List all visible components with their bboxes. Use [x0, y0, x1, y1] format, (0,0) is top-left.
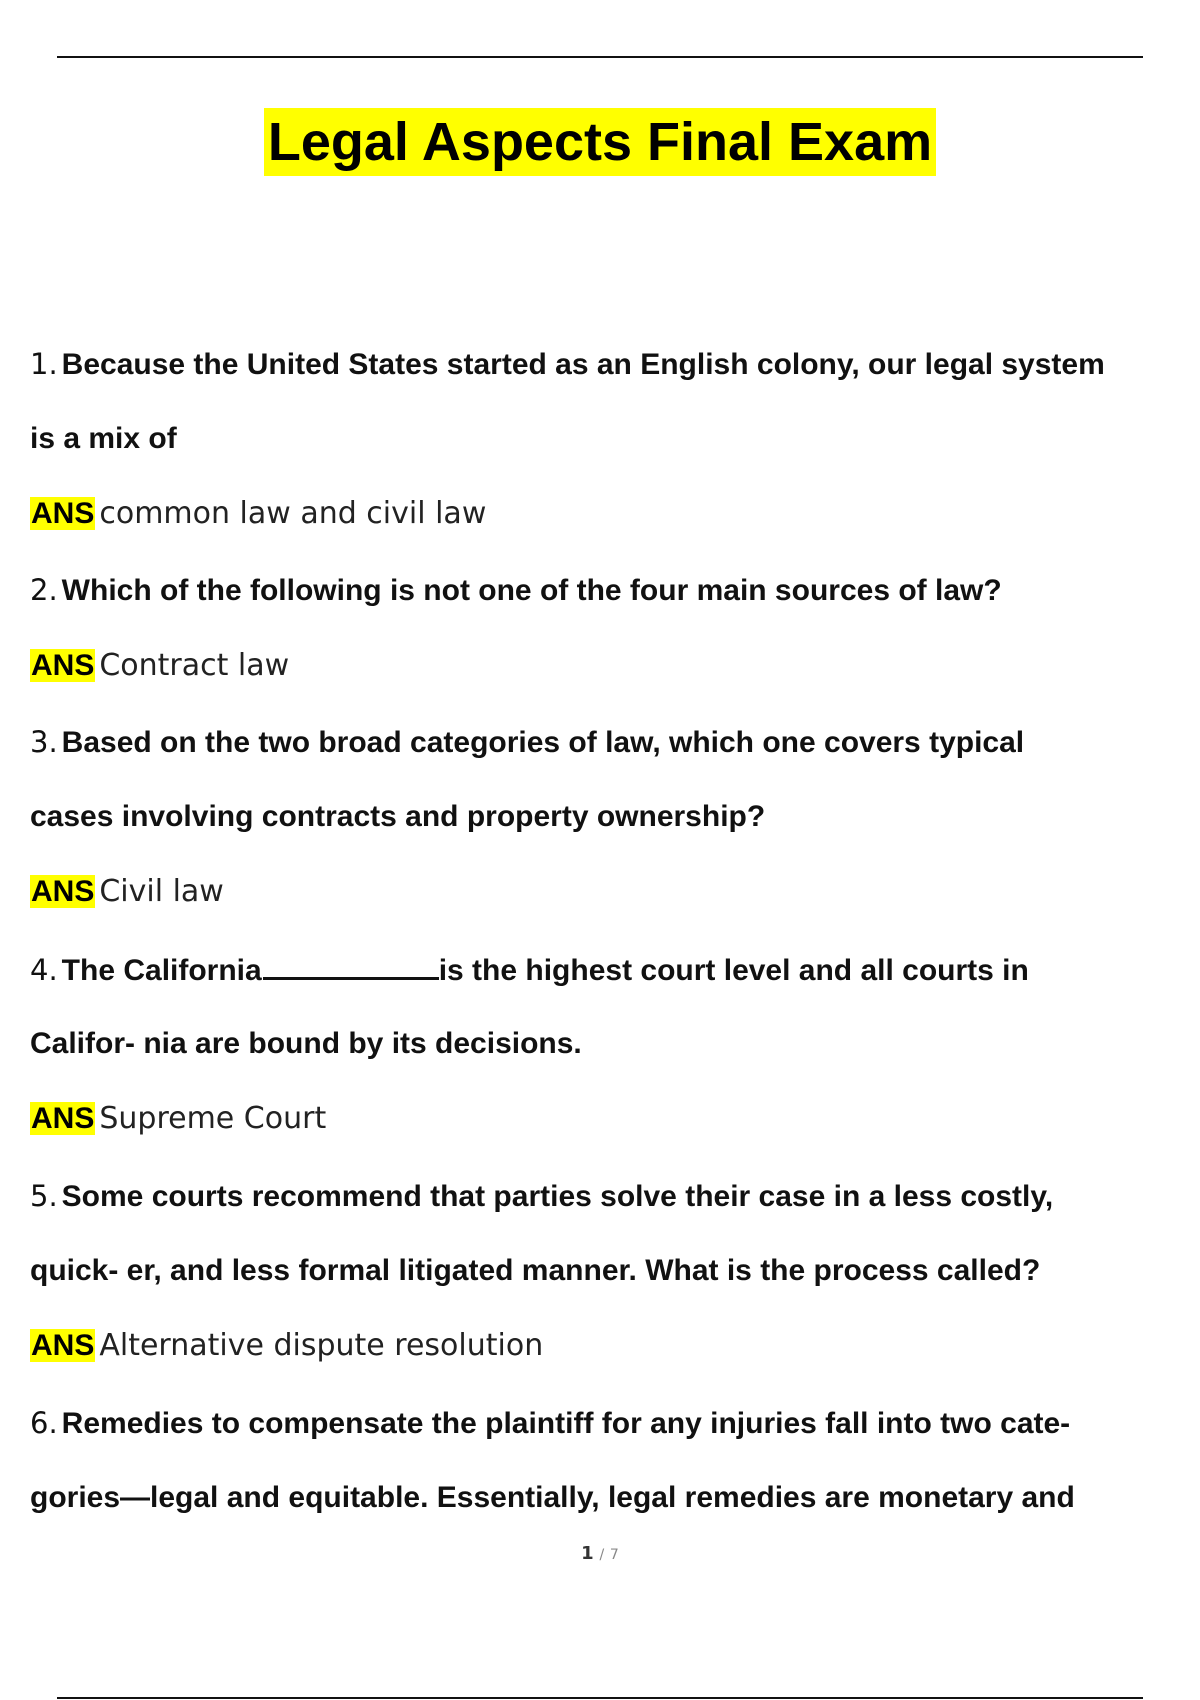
answer-text: Civil law — [99, 874, 224, 909]
page-separator: / — [599, 1547, 605, 1563]
question-number: 2. — [30, 573, 58, 607]
answer-label: ANS — [31, 875, 95, 908]
answer-1 — [30, 494, 486, 534]
question-3-line-2 — [30, 797, 765, 837]
question-number: 3. — [30, 725, 58, 759]
page-title: Legal Aspects Final Exam — [264, 108, 936, 176]
question-number: 6. — [30, 1406, 58, 1440]
question-number: 1. — [30, 347, 58, 381]
question-5-line-2 — [30, 1251, 1040, 1291]
answer-text: Alternative dispute resolution — [99, 1328, 544, 1363]
current-page: 1 — [581, 1543, 594, 1564]
answer-label: ANS — [31, 1102, 95, 1135]
top-rule — [57, 56, 1143, 58]
total-pages: 7 — [609, 1547, 619, 1563]
answer-label: ANS — [31, 649, 95, 682]
answer-text: Supreme Court — [99, 1101, 327, 1136]
question-number: 4. — [30, 953, 58, 987]
question-1-line-1 — [30, 344, 1105, 384]
answer-3 — [30, 872, 224, 912]
question-5-line-1 — [30, 1176, 1053, 1216]
question-6-line-2 — [30, 1478, 1075, 1518]
title-container — [0, 108, 1200, 176]
question-number: 5. — [30, 1179, 58, 1213]
page-number — [0, 1543, 1200, 1564]
fill-in-blank — [263, 949, 439, 980]
answer-label: ANS — [31, 1329, 95, 1362]
question-text: is a mix of — [30, 422, 177, 455]
question-text-before-blank: The California — [61, 954, 262, 987]
question-3-line-1 — [30, 722, 1024, 762]
question-text: Remedies to compensate the plaintiff for any injuries fall into two cate- — [61, 1407, 1071, 1440]
answer-2 — [30, 646, 289, 686]
question-text: Which of the following is not one of the four main sources of law? — [61, 574, 1002, 607]
question-4-line-2 — [30, 1024, 582, 1064]
question-text: Based on the two broad categories of law, which one covers typical — [61, 726, 1025, 759]
question-text-after-blank: is the highest court level and all courts in — [438, 954, 1029, 987]
bottom-rule — [57, 1697, 1143, 1699]
question-text: Because the United States started as an English colony, our legal system — [61, 348, 1105, 381]
question-4-line-1 — [30, 949, 1029, 989]
answer-text: common law and civil law — [99, 496, 487, 531]
answer-text: Contract law — [99, 648, 290, 683]
answer-4 — [30, 1099, 326, 1139]
question-text: quick- er, and less formal litigated manner. What is the process called? — [30, 1254, 1041, 1287]
question-1-line-2 — [30, 419, 177, 459]
question-2-line-1 — [30, 570, 1002, 610]
question-6-line-1 — [30, 1403, 1070, 1443]
answer-5 — [30, 1326, 543, 1366]
question-text: cases involving contracts and property ownership? — [30, 800, 766, 833]
question-text: Califor- nia are bound by its decisions. — [30, 1027, 582, 1060]
answer-label: ANS — [31, 497, 95, 530]
question-text: Some courts recommend that parties solve their case in a less costly, — [61, 1180, 1054, 1213]
question-text: gories—legal and equitable. Essentially, legal remedies are monetary and — [30, 1481, 1075, 1514]
